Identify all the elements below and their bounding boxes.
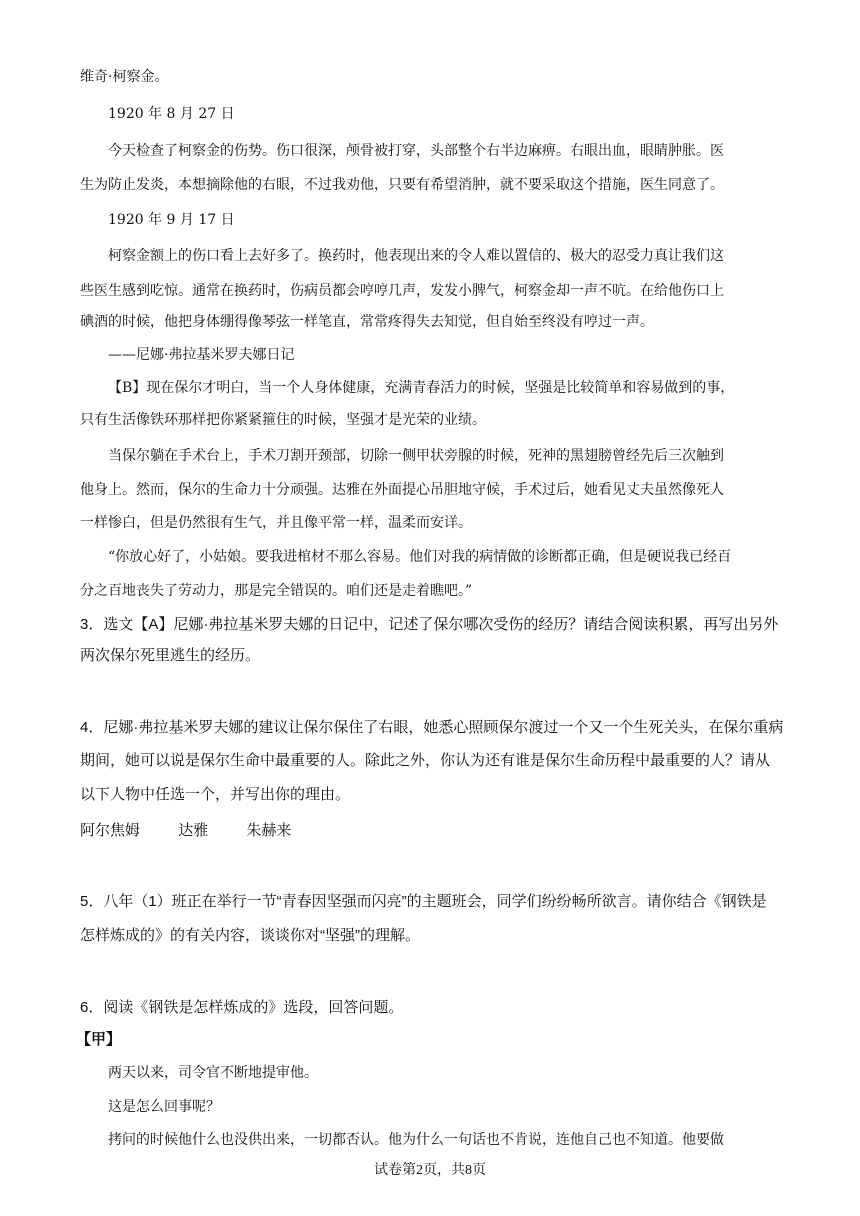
section-jia-label: 【甲】	[76, 1031, 122, 1048]
question-4-line: 4．尼娜·弗拉基米罗夫娜的建议让保尔保住了右眼，她悉心照顾保尔渡过一个又一个生死关头，在保尔重病	[80, 719, 784, 736]
question-6-title: 6．阅读《钢铁是怎样炼成的》选段，回答问题。	[80, 999, 404, 1016]
text-line: 柯察金额上的伤口看上去好多了。换药时，他表现出来的令人难以置信的、极大的忍受力真让我们这	[108, 248, 724, 264]
text-line: 他身上。然而，保尔的生命力十分顽强。达雅在外面提心吊胆地守候，手术过后，她看见丈夫虽然像死人	[80, 482, 724, 498]
page-footer: 试卷第2页，共8页	[374, 1163, 486, 1178]
question-3-line: 3．选文【A】尼娜·弗拉基米罗夫娜的日记中，记述了保尔哪次受伤的经历？请结合阅读积累，再写出另外	[80, 616, 779, 633]
text-line: 维奇·柯察金。	[80, 69, 169, 85]
text-line: 今天检查了柯察金的伤势。伤口很深，颅骨被打穿，头部整个右半边麻痹。右眼出血，眼睛肿胀。医	[108, 143, 724, 159]
question-4-options	[80, 821, 325, 841]
text-line: 些医生感到吃惊。通常在换药时，伤病员都会哼哼几声，发发小脾气，柯察金却一声不吭。在给他伤口上	[80, 283, 724, 299]
option-taya: 达雅	[178, 822, 209, 839]
text-line: 两天以来，司令官不断地提审他。	[108, 1065, 318, 1081]
text-line: 这是怎么回事呢？	[108, 1099, 220, 1115]
question-5-line: 怎样炼成的》的有关内容，谈谈你对“坚强”的理解。	[80, 927, 420, 944]
question-4-line: 期间，她可以说是保尔生命中最重要的人。除此之外，你认为还有谁是保尔生命历程中最重要的人？请从	[80, 752, 771, 769]
option-artyom: 阿尔焦姆	[80, 822, 141, 839]
section-b-line: 【B】现在保尔才明白，当一个人身体健康，充满青春活力的时候，坚强是比较简单和容易做到的事，	[108, 380, 735, 396]
text-line: 当保尔躺在手术台上，手术刀割开颈部，切除一侧甲状旁腺的时候，死神的黑翅膀曾经先后三次触到	[108, 448, 724, 464]
text-line: 拷问的时候他什么也没供出来，一切都否认。他为什么一句话也不肯说，连他自己也不知道。他要做	[108, 1132, 724, 1148]
question-4-line: 以下人物中任选一个，并写出你的理由。	[80, 786, 351, 803]
question-5-line: 5．八年（1）班正在举行一节“青春因坚强而闪亮”的主题班会，同学们纷纷畅所欲言。请你结合《钢铁是	[80, 893, 767, 910]
text-line: “你放心好了，小姑娘。要我进棺材不那么容易。他们对我的病情做的诊断都正确，但是硬说我已经百	[108, 549, 732, 565]
diary-date: 1920 年 8 月 27 日	[108, 106, 235, 122]
text-line: 只有生活像铁环那样把你紧紧箍住的时候，坚强才是光荣的业绩。	[80, 412, 486, 428]
diary-date: 1920 年 9 月 17 日	[108, 212, 235, 228]
text-line: 生为防止发炎，本想摘除他的右眼，不过我劝他，只要有希望消肿，就不要采取这个措施，医生同意了。	[80, 177, 724, 193]
option-zhukhrai: 朱赫来	[246, 822, 292, 839]
text-line: 碘酒的时候，他把身体绷得像琴弦一样笔直，常常疼得失去知觉，但自始至终没有哼过一声。	[80, 314, 654, 330]
question-3-line: 两次保尔死里逃生的经历。	[80, 647, 261, 664]
text-line: 分之百地丧失了劳动力，那是完全错误的。咱们还是走着瞧吧。”	[80, 583, 473, 599]
text-line: 一样惨白，但是仍然很有生气，并且像平常一样，温柔而安详。	[80, 515, 472, 531]
diary-source: ——尼娜·弗拉基米罗夫娜日记	[108, 347, 295, 363]
